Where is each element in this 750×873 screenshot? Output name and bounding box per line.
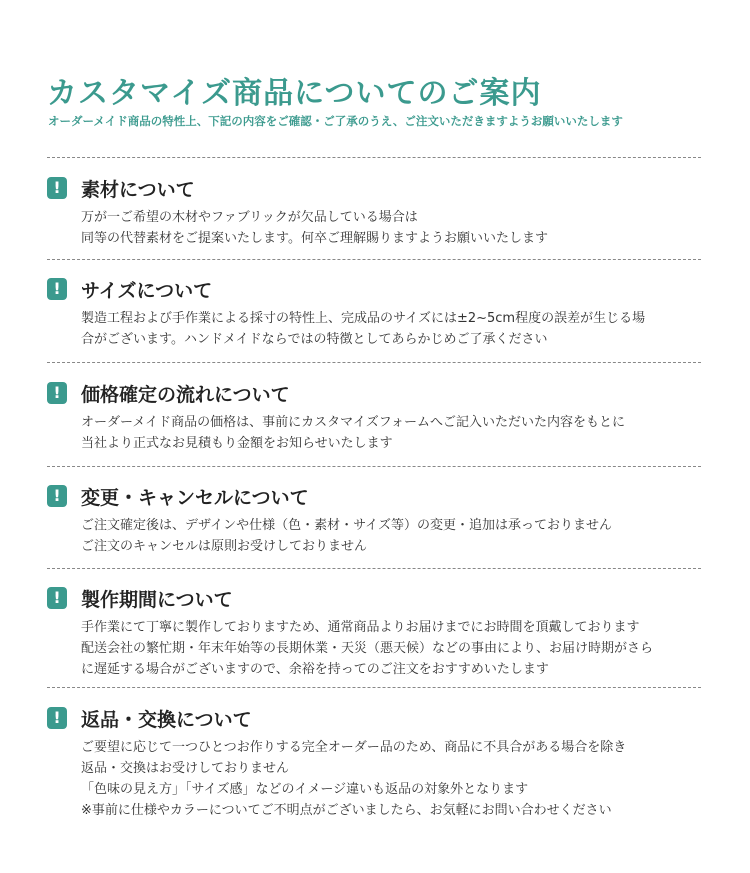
section-text-line: オーダーメイド商品の価格は、事前にカスタマイズフォームへご記入いただいた内容をもとに bbox=[81, 415, 626, 430]
page-subtitle: オーダーメイド商品の特性上、下記の内容をご確認・ご了承のうえ、ご注文いただきますようお願いいたします bbox=[48, 114, 623, 128]
exclamation-icon: ! bbox=[47, 587, 67, 609]
exclamation-icon: ! bbox=[47, 382, 67, 404]
section-text-line: ※事前に仕様やカラーについてご不明点がございましたら、お気軽にお問い合わせください bbox=[81, 803, 612, 818]
dashed-divider bbox=[47, 568, 701, 569]
section-text-line: 返品・交換はお受けしておりません bbox=[81, 761, 290, 776]
section-body bbox=[81, 412, 707, 454]
section-text-line: ご注文のキャンセルは原則お受けしておりません bbox=[81, 539, 368, 554]
section-body bbox=[81, 617, 707, 680]
exclamation-icon: ! bbox=[47, 177, 67, 199]
dashed-divider bbox=[47, 362, 701, 363]
section-materials bbox=[47, 175, 707, 249]
section-title: 価格確定の流れについて bbox=[81, 383, 290, 406]
section-text-line: 製造工程および手作業による採寸の特性上、完成品のサイズには±2~5cm程度の誤差が生じる場 bbox=[81, 311, 646, 326]
section-text-line: 万が一ご希望の木材やファブリックが欠品している場合は bbox=[81, 210, 418, 225]
section-text-line: 配送会社の繁忙期・年末年始等の長期休業・天災（悪天候）などの事由により、お届け時期がさら bbox=[81, 641, 654, 656]
section-pricing bbox=[47, 380, 707, 454]
section-production bbox=[47, 585, 707, 680]
dashed-divider bbox=[47, 157, 701, 158]
section-title: サイズについて bbox=[81, 279, 213, 302]
section-body bbox=[81, 308, 707, 350]
section-body bbox=[81, 207, 707, 249]
section-heading bbox=[47, 380, 707, 406]
section-text-line: ご注文確定後は、デザインや仕様（色・素材・サイズ等）の変更・追加は承っておりません bbox=[81, 518, 613, 533]
section-title: 製作期間について bbox=[81, 588, 233, 611]
section-body bbox=[81, 515, 707, 557]
section-text-line: 手作業にて丁寧に製作しておりますため、通常商品よりお届けまでにお時間を頂戴しております bbox=[81, 620, 640, 635]
dashed-divider bbox=[47, 259, 701, 260]
section-size bbox=[47, 276, 707, 350]
exclamation-icon: ! bbox=[47, 485, 67, 507]
section-heading bbox=[47, 175, 707, 201]
section-text-line: 同等の代替素材をご提案いたします。何卒ご理解賜りますようお願いいたします bbox=[81, 231, 548, 246]
section-text-line: ご要望に応じて一つひとつお作りする完全オーダー品のため、商品に不具合がある場合を除き bbox=[81, 740, 627, 755]
section-text-line: 当社より正式なお見積もり金額をお知らせいたします bbox=[81, 436, 393, 451]
dashed-divider bbox=[47, 466, 701, 467]
section-heading bbox=[47, 705, 707, 731]
section-text-line: 「色味の見え方」「サイズ感」などのイメージ違いも返品の対象外となります bbox=[81, 782, 529, 797]
section-heading bbox=[47, 585, 707, 611]
dashed-divider bbox=[47, 687, 701, 688]
section-returns bbox=[47, 705, 707, 821]
section-changes bbox=[47, 483, 707, 557]
exclamation-icon: ! bbox=[47, 278, 67, 300]
section-text-line: 合がございます。ハンドメイドならではの特徴としてあらかじめご了承ください bbox=[81, 332, 548, 347]
section-title: 変更・キャンセルについて bbox=[81, 486, 309, 509]
section-title: 素材について bbox=[81, 178, 195, 201]
section-title: 返品・交換について bbox=[81, 708, 252, 731]
section-heading bbox=[47, 276, 707, 302]
section-text-line: に遅延する場合がございますので、余裕を持ってのご注文をおすすめいたします bbox=[81, 662, 549, 677]
page-title: カスタマイズ商品についてのご案内 bbox=[47, 76, 542, 111]
section-body bbox=[81, 737, 707, 821]
exclamation-icon: ! bbox=[47, 707, 67, 729]
section-heading bbox=[47, 483, 707, 509]
